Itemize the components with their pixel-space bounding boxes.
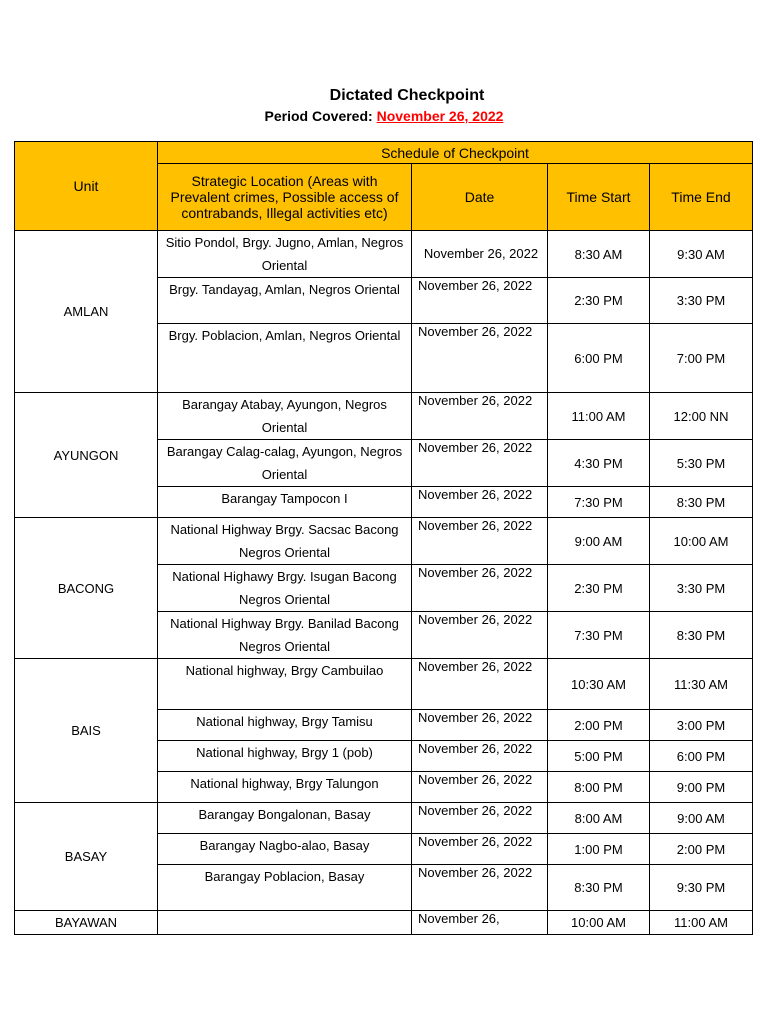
period-label: Period Covered: [264,108,373,124]
table-row [15,393,753,440]
date-cell: November 26, 2022 [412,565,548,612]
time-start-cell: 2:00 PM [548,710,650,741]
time-end-cell: 12:00 NN [650,393,753,440]
date-cell: November 26, 2022 [412,278,548,324]
location-cell: National Highway Brgy. Banilad Bacong Negros Oriental [158,612,412,659]
header-time-start: Time Start [548,164,650,231]
unit-cell: BAYAWAN [15,911,158,935]
date-cell: November 26, 2022 [412,710,548,741]
time-end-cell: 2:00 PM [650,834,753,865]
time-end-cell: 3:30 PM [650,278,753,324]
time-start-cell: 10:00 AM [548,911,650,935]
location-cell: Sitio Pondol, Brgy. Jugno, Amlan, Negros Oriental [158,231,412,278]
time-start-cell: 8:30 AM [548,231,650,278]
date-cell: November 26, 2022 [412,865,548,911]
date-cell: November 26, 2022 [412,393,548,440]
date-cell: November 26, 2022 [412,518,548,565]
header-time-end: Time End [650,164,753,231]
location-cell: National highway, Brgy Cambuilao [158,659,412,710]
time-start-cell: 8:00 PM [548,772,650,803]
table-row [15,518,753,565]
time-end-cell: 3:30 PM [650,565,753,612]
date-cell: November 26, 2022 [412,741,548,772]
time-end-cell: 9:30 PM [650,865,753,911]
time-start-cell: 9:00 AM [548,518,650,565]
time-start-cell: 1:00 PM [548,834,650,865]
date-cell: November 26, 2022 [412,803,548,834]
unit-cell: BASAY [15,803,158,911]
time-start-cell: 8:30 PM [548,865,650,911]
time-end-cell: 9:00 AM [650,803,753,834]
time-end-cell: 9:30 AM [650,231,753,278]
location-cell: Barangay Poblacion, Basay [158,865,412,911]
unit-cell: AYUNGON [15,393,158,518]
location-cell: National highway, Brgy 1 (pob) [158,741,412,772]
time-start-cell: 5:00 PM [548,741,650,772]
document-title: Dictated Checkpoint [329,87,485,104]
date-cell: November 26, 2022 [412,440,548,487]
header-date: Date [412,164,548,231]
table-row [15,659,753,710]
location-cell: Barangay Nagbo-alao, Basay [158,834,412,865]
time-start-cell: 10:30 AM [548,659,650,710]
location-cell: Brgy. Poblacion, Amlan, Negros Oriental [158,324,412,393]
time-end-cell: 5:30 PM [650,440,753,487]
date-cell: November 26, 2022 [412,231,548,278]
table-row [15,231,753,278]
location-cell: Barangay Atabay, Ayungon, Negros Oriental [158,393,412,440]
date-cell: November 26, 2022 [412,612,548,659]
time-end-cell: 3:00 PM [650,710,753,741]
date-cell: November 26, 2022 [412,772,548,803]
location-cell: National highway, Brgy Talungon [158,772,412,803]
unit-cell: BAIS [15,659,158,803]
location-cell: Barangay Tampocon I [158,487,412,518]
table-row [15,911,753,935]
unit-cell: AMLAN [15,231,158,393]
location-cell: Barangay Bongalonan, Basay [158,803,412,834]
location-cell: National Highway Brgy. Sacsac Bacong Negros Oriental [158,518,412,565]
date-cell: November 26, 2022 [412,659,548,710]
time-end-cell: 8:30 PM [650,612,753,659]
header-unit: Unit [15,142,158,231]
unit-cell: BACONG [15,518,158,659]
time-end-cell: 11:30 AM [650,659,753,710]
time-end-cell: 6:00 PM [650,741,753,772]
time-end-cell: 9:00 PM [650,772,753,803]
location-cell [158,911,412,935]
time-start-cell: 8:00 AM [548,803,650,834]
header-location: Strategic Location (Areas with Prevalent crimes, Possible access of contrabands, Illegal activities etc) [158,164,412,231]
time-end-cell: 10:00 AM [650,518,753,565]
date-cell: November 26, 2022 [412,487,548,518]
time-start-cell: 2:30 PM [548,278,650,324]
period-covered [0,108,768,124]
date-cell: November 26, 2022 [412,324,548,393]
header-schedule: Schedule of Checkpoint [158,142,753,164]
time-start-cell: 11:00 AM [548,393,650,440]
time-start-cell: 4:30 PM [548,440,650,487]
location-cell: Brgy. Tandayag, Amlan, Negros Oriental [158,278,412,324]
time-end-cell: 11:00 AM [650,911,753,935]
table-body [15,231,753,935]
time-end-cell: 7:00 PM [650,324,753,393]
checkpoint-table [14,141,753,935]
location-cell: Barangay Calag-calag, Ayungon, Negros Oriental [158,440,412,487]
location-cell: National highway, Brgy Tamisu [158,710,412,741]
location-cell: National Highawy Brgy. Isugan Bacong Negros Oriental [158,565,412,612]
time-end-cell: 8:30 PM [650,487,753,518]
time-start-cell: 2:30 PM [548,565,650,612]
time-start-cell: 7:30 PM [548,487,650,518]
time-start-cell: 7:30 PM [548,612,650,659]
date-cell: November 26, 2022 [412,834,548,865]
date-cell: November 26, [412,911,548,935]
time-start-cell: 6:00 PM [548,324,650,393]
table-row [15,803,753,834]
period-date: November 26, 2022 [376,108,504,124]
